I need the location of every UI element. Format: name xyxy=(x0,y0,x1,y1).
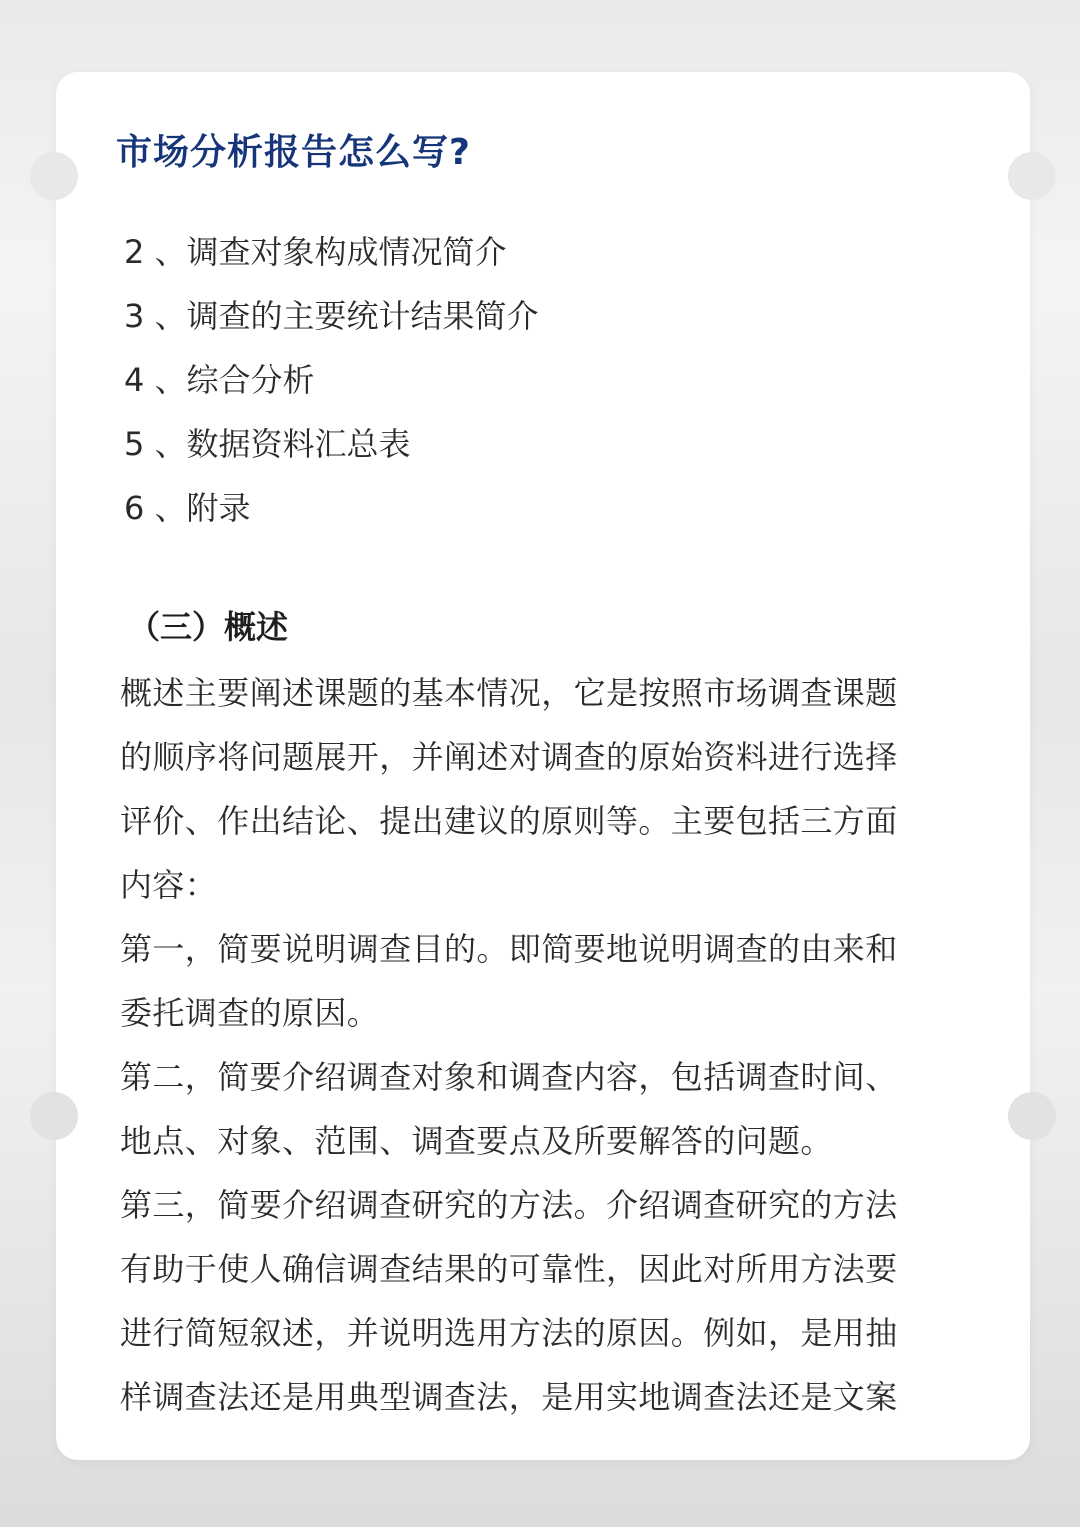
body-line: 第三，简要介绍调查研究的方法。介绍调查研究的方法 xyxy=(120,1186,898,1224)
body-line: 内容： xyxy=(120,866,218,904)
toc-item: 3 、调查的主要统计结果简介 xyxy=(124,297,539,335)
body-paragraph xyxy=(120,661,898,1429)
toc-item: 4 、综合分析 xyxy=(124,361,315,399)
body-line: 进行简短叙述，并说明选用方法的原因。例如，是用抽 xyxy=(120,1314,898,1352)
body-line: 有助于使人确信调查结果的可靠性，因此对所用方法要 xyxy=(120,1250,898,1288)
card-notch xyxy=(30,1092,78,1140)
card-notch xyxy=(30,152,78,200)
body-line: 第一，简要说明调查目的。即简要地说明调查的由来和 xyxy=(120,930,898,968)
page-title: 市场分析报告怎么写? xyxy=(116,132,471,173)
body-line: 地点、对象、范围、调查要点及所要解答的问题。 xyxy=(120,1122,833,1160)
toc-list xyxy=(124,220,539,540)
toc-item: 6 、附录 xyxy=(124,489,251,527)
toc-item: 5 、数据资料汇总表 xyxy=(124,425,411,463)
card-notch xyxy=(1008,1092,1056,1140)
document-card xyxy=(56,72,1030,1460)
card-notch xyxy=(1008,152,1056,200)
body-line: 概述主要阐述课题的基本情况，它是按照市场调查课题 xyxy=(120,674,898,712)
body-line: 样调查法还是用典型调查法，是用实地调查法还是文案 xyxy=(120,1378,898,1416)
toc-item: 2 、调查对象构成情况简介 xyxy=(124,233,507,271)
body-line: 第二，简要介绍调查对象和调查内容，包括调查时间、 xyxy=(120,1058,898,1096)
section-heading: （三）概述 xyxy=(128,608,289,646)
body-line: 评价、作出结论、提出建议的原则等。主要包括三方面 xyxy=(120,802,898,840)
body-line: 委托调查的原因。 xyxy=(120,994,380,1032)
body-line: 的顺序将问题展开，并阐述对调查的原始资料进行选择 xyxy=(120,738,898,776)
